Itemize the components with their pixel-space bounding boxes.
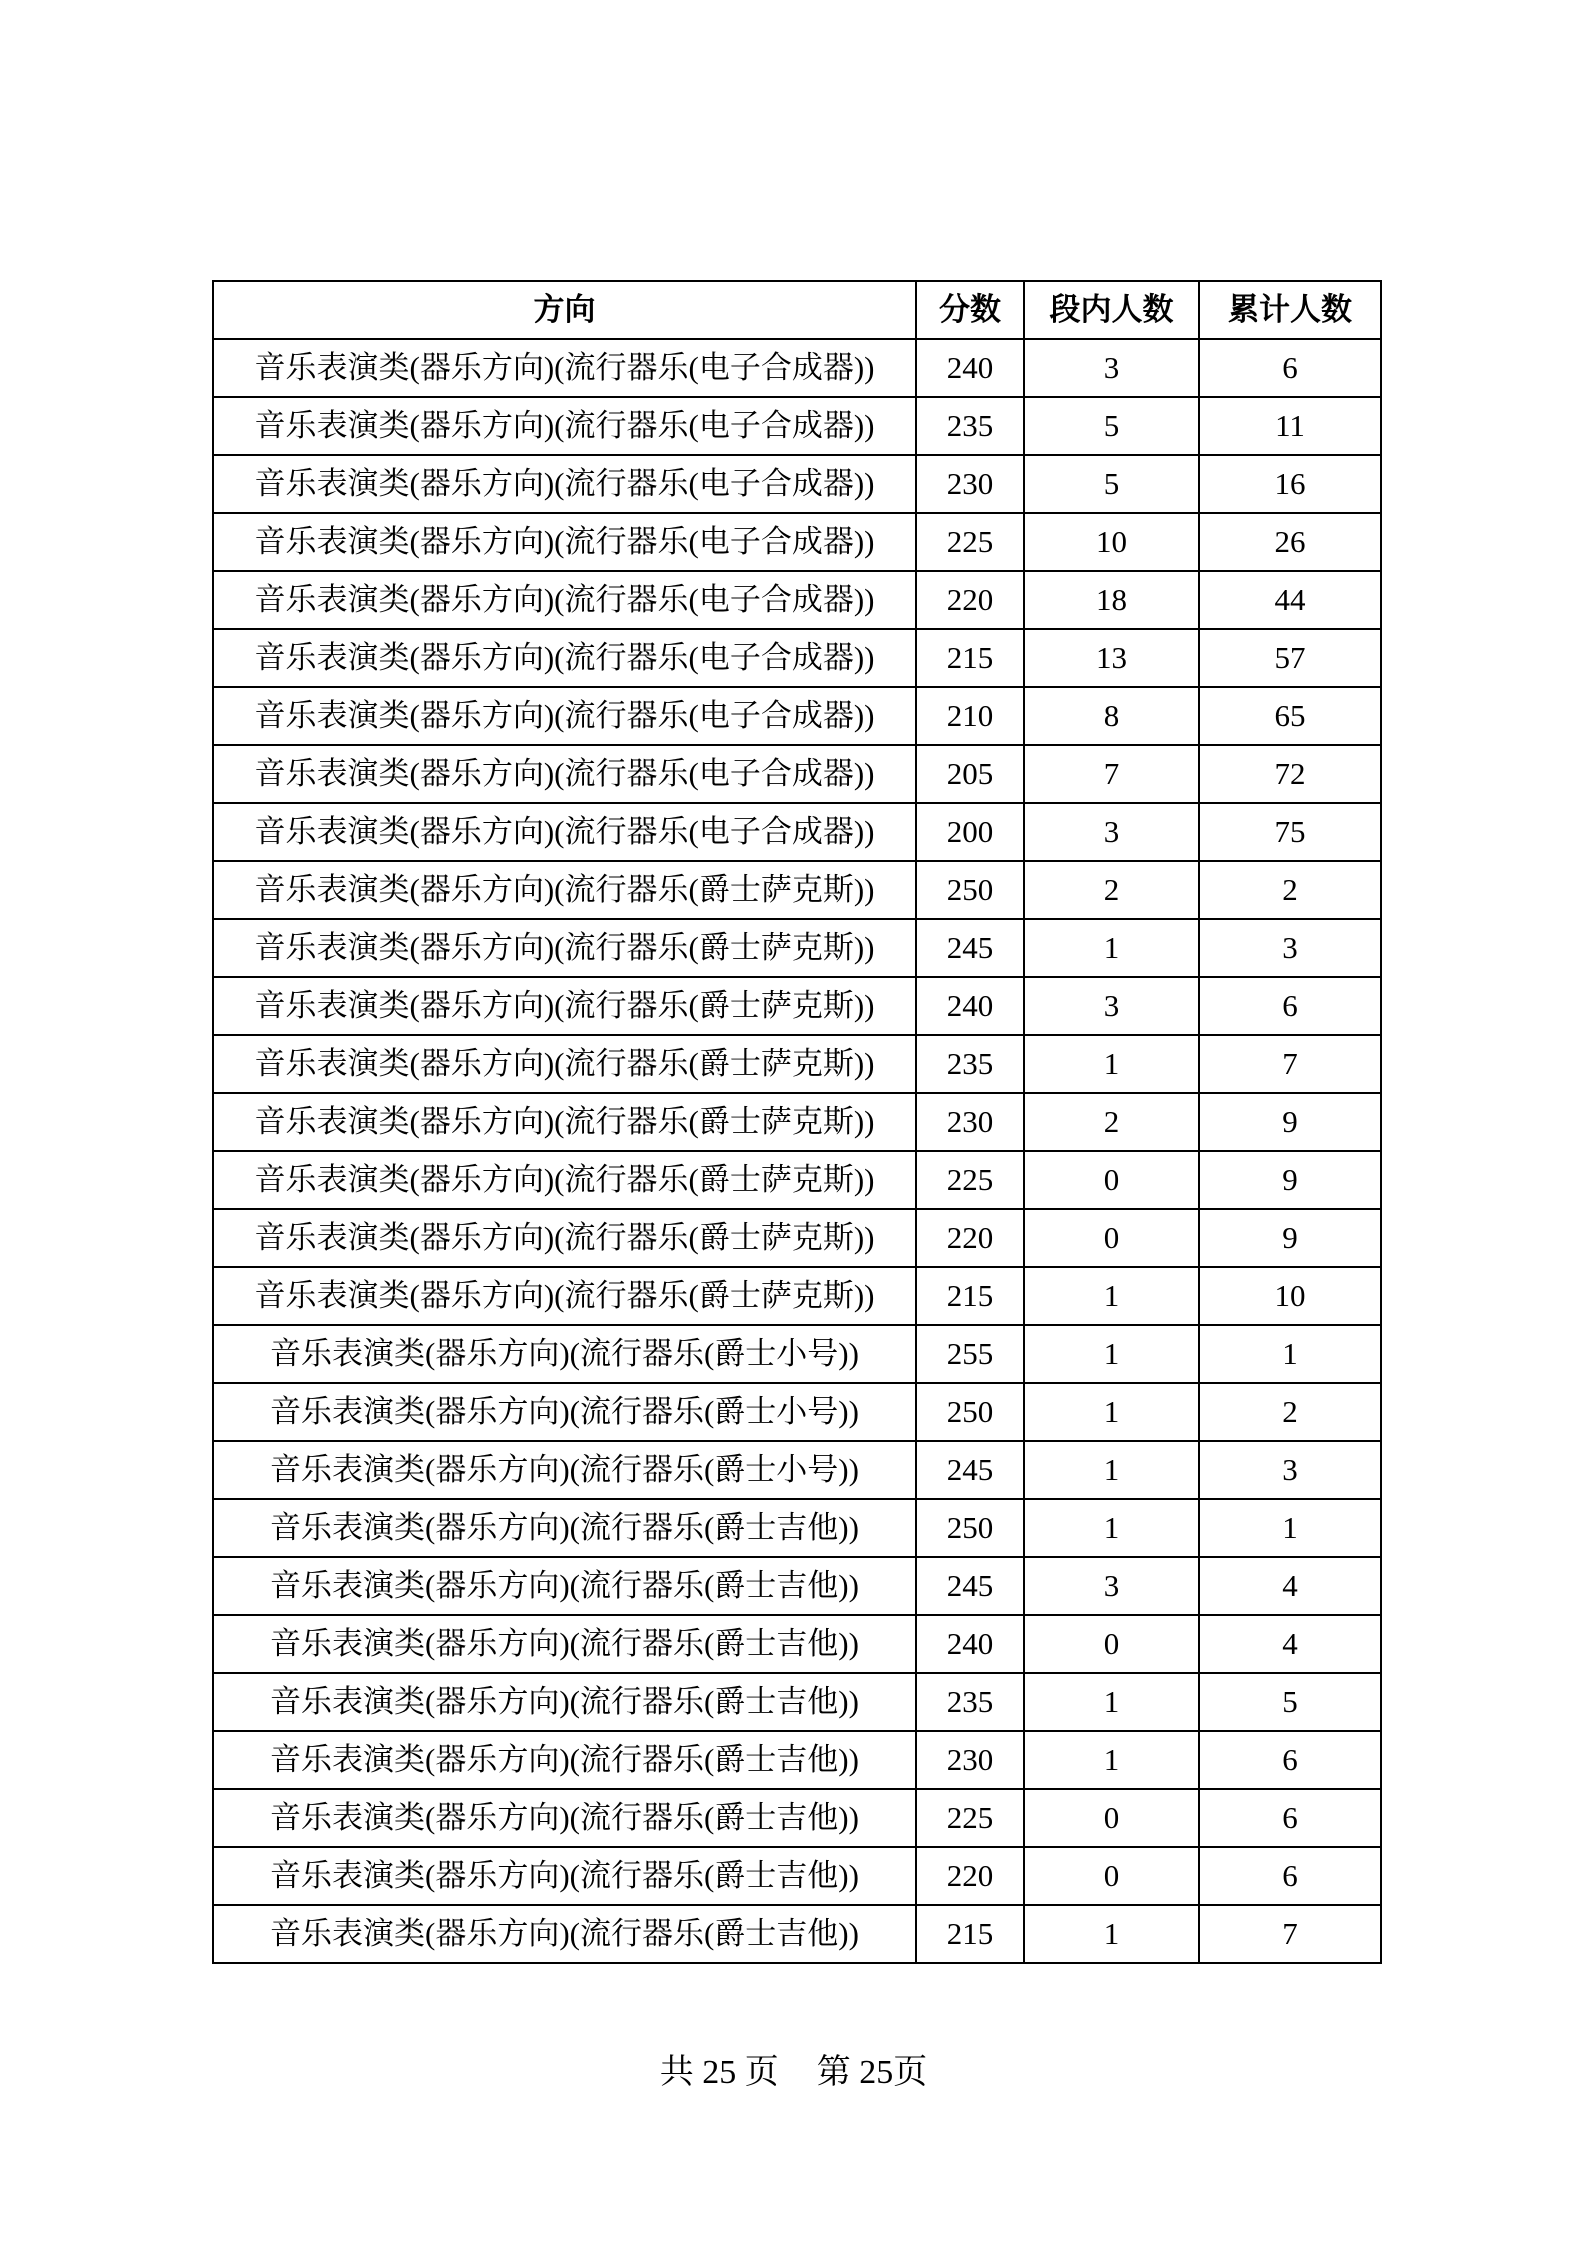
cell-direction: 音乐表演类(器乐方向)(流行器乐(电子合成器)) <box>213 629 916 687</box>
cell-direction: 音乐表演类(器乐方向)(流行器乐(爵士吉他)) <box>213 1905 916 1963</box>
cell-direction: 音乐表演类(器乐方向)(流行器乐(爵士吉他)) <box>213 1847 916 1905</box>
cell-direction: 音乐表演类(器乐方向)(流行器乐(爵士萨克斯)) <box>213 977 916 1035</box>
cell-count-in-segment: 5 <box>1024 397 1199 455</box>
cell-count-in-segment: 0 <box>1024 1847 1199 1905</box>
cell-direction: 音乐表演类(器乐方向)(流行器乐(爵士萨克斯)) <box>213 1267 916 1325</box>
table-row <box>213 1209 1381 1267</box>
cell-score: 240 <box>916 977 1024 1035</box>
cell-cumulative-count: 6 <box>1199 1731 1381 1789</box>
cell-count-in-segment: 3 <box>1024 977 1199 1035</box>
score-distribution-table <box>212 280 1382 1964</box>
cell-cumulative-count: 9 <box>1199 1093 1381 1151</box>
cell-score: 245 <box>916 1557 1024 1615</box>
cell-score: 225 <box>916 513 1024 571</box>
table-row <box>213 803 1381 861</box>
cell-count-in-segment: 1 <box>1024 919 1199 977</box>
table-row <box>213 1151 1381 1209</box>
table-row <box>213 861 1381 919</box>
table-row <box>213 745 1381 803</box>
cell-cumulative-count: 2 <box>1199 1383 1381 1441</box>
cell-score: 240 <box>916 339 1024 397</box>
table-row <box>213 1905 1381 1963</box>
cell-direction: 音乐表演类(器乐方向)(流行器乐(电子合成器)) <box>213 397 916 455</box>
cell-direction: 音乐表演类(器乐方向)(流行器乐(电子合成器)) <box>213 803 916 861</box>
cell-count-in-segment: 2 <box>1024 861 1199 919</box>
table-row <box>213 629 1381 687</box>
cell-count-in-segment: 0 <box>1024 1209 1199 1267</box>
table-row <box>213 397 1381 455</box>
cell-score: 245 <box>916 919 1024 977</box>
cell-score: 215 <box>916 1267 1024 1325</box>
cell-count-in-segment: 1 <box>1024 1905 1199 1963</box>
table-row <box>213 1325 1381 1383</box>
cell-score: 230 <box>916 1093 1024 1151</box>
cell-cumulative-count: 6 <box>1199 339 1381 397</box>
cell-score: 235 <box>916 1673 1024 1731</box>
cell-count-in-segment: 1 <box>1024 1731 1199 1789</box>
cell-count-in-segment: 0 <box>1024 1615 1199 1673</box>
cell-count-in-segment: 1 <box>1024 1325 1199 1383</box>
cell-direction: 音乐表演类(器乐方向)(流行器乐(爵士萨克斯)) <box>213 1093 916 1151</box>
table-row <box>213 1847 1381 1905</box>
cell-score: 215 <box>916 629 1024 687</box>
cell-cumulative-count: 57 <box>1199 629 1381 687</box>
cell-score: 215 <box>916 1905 1024 1963</box>
cell-direction: 音乐表演类(器乐方向)(流行器乐(爵士萨克斯)) <box>213 1151 916 1209</box>
cell-direction: 音乐表演类(器乐方向)(流行器乐(爵士吉他)) <box>213 1789 916 1847</box>
table-row <box>213 1441 1381 1499</box>
cell-direction: 音乐表演类(器乐方向)(流行器乐(爵士萨克斯)) <box>213 919 916 977</box>
cell-direction: 音乐表演类(器乐方向)(流行器乐(电子合成器)) <box>213 455 916 513</box>
cell-cumulative-count: 7 <box>1199 1035 1381 1093</box>
cell-score: 235 <box>916 397 1024 455</box>
cell-direction: 音乐表演类(器乐方向)(流行器乐(爵士吉他)) <box>213 1615 916 1673</box>
cell-cumulative-count: 5 <box>1199 1673 1381 1731</box>
table-row <box>213 1267 1381 1325</box>
cell-cumulative-count: 9 <box>1199 1209 1381 1267</box>
cell-score: 250 <box>916 1499 1024 1557</box>
cell-direction: 音乐表演类(器乐方向)(流行器乐(爵士小号)) <box>213 1383 916 1441</box>
cell-count-in-segment: 18 <box>1024 571 1199 629</box>
cell-score: 245 <box>916 1441 1024 1499</box>
cell-score: 225 <box>916 1789 1024 1847</box>
table-row <box>213 1789 1381 1847</box>
cell-count-in-segment: 5 <box>1024 455 1199 513</box>
cell-score: 255 <box>916 1325 1024 1383</box>
table-row <box>213 339 1381 397</box>
cell-count-in-segment: 3 <box>1024 339 1199 397</box>
cell-score: 230 <box>916 1731 1024 1789</box>
column-header-direction: 方向 <box>213 281 916 339</box>
cell-count-in-segment: 1 <box>1024 1499 1199 1557</box>
cell-score: 200 <box>916 803 1024 861</box>
cell-cumulative-count: 1 <box>1199 1499 1381 1557</box>
cell-score: 250 <box>916 861 1024 919</box>
table-row <box>213 455 1381 513</box>
cell-score: 240 <box>916 1615 1024 1673</box>
table-row <box>213 513 1381 571</box>
cell-cumulative-count: 7 <box>1199 1905 1381 1963</box>
cell-direction: 音乐表演类(器乐方向)(流行器乐(电子合成器)) <box>213 513 916 571</box>
cell-count-in-segment: 10 <box>1024 513 1199 571</box>
table-row <box>213 1383 1381 1441</box>
cell-direction: 音乐表演类(器乐方向)(流行器乐(电子合成器)) <box>213 571 916 629</box>
cell-count-in-segment: 0 <box>1024 1789 1199 1847</box>
cell-direction: 音乐表演类(器乐方向)(流行器乐(爵士小号)) <box>213 1441 916 1499</box>
cell-count-in-segment: 1 <box>1024 1383 1199 1441</box>
cell-count-in-segment: 7 <box>1024 745 1199 803</box>
cell-count-in-segment: 0 <box>1024 1151 1199 1209</box>
cell-direction: 音乐表演类(器乐方向)(流行器乐(爵士萨克斯)) <box>213 1035 916 1093</box>
cell-direction: 音乐表演类(器乐方向)(流行器乐(电子合成器)) <box>213 745 916 803</box>
cell-score: 205 <box>916 745 1024 803</box>
cell-score: 235 <box>916 1035 1024 1093</box>
cell-cumulative-count: 2 <box>1199 861 1381 919</box>
cell-cumulative-count: 6 <box>1199 977 1381 1035</box>
cell-direction: 音乐表演类(器乐方向)(流行器乐(电子合成器)) <box>213 339 916 397</box>
current-page-label: 第 25页 <box>816 2054 928 2091</box>
cell-count-in-segment: 1 <box>1024 1673 1199 1731</box>
page-footer <box>0 2044 1587 2093</box>
cell-cumulative-count: 75 <box>1199 803 1381 861</box>
table-row <box>213 1035 1381 1093</box>
cell-direction: 音乐表演类(器乐方向)(流行器乐(电子合成器)) <box>213 687 916 745</box>
table-header-row <box>213 281 1381 339</box>
cell-count-in-segment: 1 <box>1024 1035 1199 1093</box>
cell-count-in-segment: 2 <box>1024 1093 1199 1151</box>
table-row <box>213 919 1381 977</box>
table-row <box>213 687 1381 745</box>
cell-cumulative-count: 3 <box>1199 1441 1381 1499</box>
cell-direction: 音乐表演类(器乐方向)(流行器乐(爵士小号)) <box>213 1325 916 1383</box>
cell-score: 225 <box>916 1151 1024 1209</box>
cell-cumulative-count: 44 <box>1199 571 1381 629</box>
cell-direction: 音乐表演类(器乐方向)(流行器乐(爵士萨克斯)) <box>213 1209 916 1267</box>
cell-score: 230 <box>916 455 1024 513</box>
cell-count-in-segment: 3 <box>1024 803 1199 861</box>
cell-score: 250 <box>916 1383 1024 1441</box>
cell-cumulative-count: 11 <box>1199 397 1381 455</box>
cell-cumulative-count: 9 <box>1199 1151 1381 1209</box>
column-header-score: 分数 <box>916 281 1024 339</box>
total-pages-label: 共 25 页 <box>659 2054 779 2091</box>
cell-cumulative-count: 3 <box>1199 919 1381 977</box>
table-row <box>213 1499 1381 1557</box>
cell-direction: 音乐表演类(器乐方向)(流行器乐(爵士萨克斯)) <box>213 861 916 919</box>
cell-score: 210 <box>916 687 1024 745</box>
cell-direction: 音乐表演类(器乐方向)(流行器乐(爵士吉他)) <box>213 1673 916 1731</box>
cell-count-in-segment: 13 <box>1024 629 1199 687</box>
table-row <box>213 1557 1381 1615</box>
cell-cumulative-count: 4 <box>1199 1615 1381 1673</box>
cell-cumulative-count: 26 <box>1199 513 1381 571</box>
table-row <box>213 1615 1381 1673</box>
table-row <box>213 1731 1381 1789</box>
cell-count-in-segment: 3 <box>1024 1557 1199 1615</box>
cell-direction: 音乐表演类(器乐方向)(流行器乐(爵士吉他)) <box>213 1731 916 1789</box>
cell-count-in-segment: 1 <box>1024 1441 1199 1499</box>
table-row <box>213 977 1381 1035</box>
cell-count-in-segment: 1 <box>1024 1267 1199 1325</box>
cell-cumulative-count: 1 <box>1199 1325 1381 1383</box>
cell-score: 220 <box>916 1847 1024 1905</box>
table-row <box>213 1673 1381 1731</box>
cell-cumulative-count: 10 <box>1199 1267 1381 1325</box>
column-header-count-in-segment: 段内人数 <box>1024 281 1199 339</box>
cell-cumulative-count: 4 <box>1199 1557 1381 1615</box>
cell-count-in-segment: 8 <box>1024 687 1199 745</box>
cell-score: 220 <box>916 1209 1024 1267</box>
cell-cumulative-count: 65 <box>1199 687 1381 745</box>
cell-cumulative-count: 6 <box>1199 1847 1381 1905</box>
column-header-cumulative-count: 累计人数 <box>1199 281 1381 339</box>
cell-direction: 音乐表演类(器乐方向)(流行器乐(爵士吉他)) <box>213 1499 916 1557</box>
table-row <box>213 571 1381 629</box>
cell-direction: 音乐表演类(器乐方向)(流行器乐(爵士吉他)) <box>213 1557 916 1615</box>
cell-cumulative-count: 6 <box>1199 1789 1381 1847</box>
cell-cumulative-count: 72 <box>1199 745 1381 803</box>
table-row <box>213 1093 1381 1151</box>
cell-score: 220 <box>916 571 1024 629</box>
cell-cumulative-count: 16 <box>1199 455 1381 513</box>
